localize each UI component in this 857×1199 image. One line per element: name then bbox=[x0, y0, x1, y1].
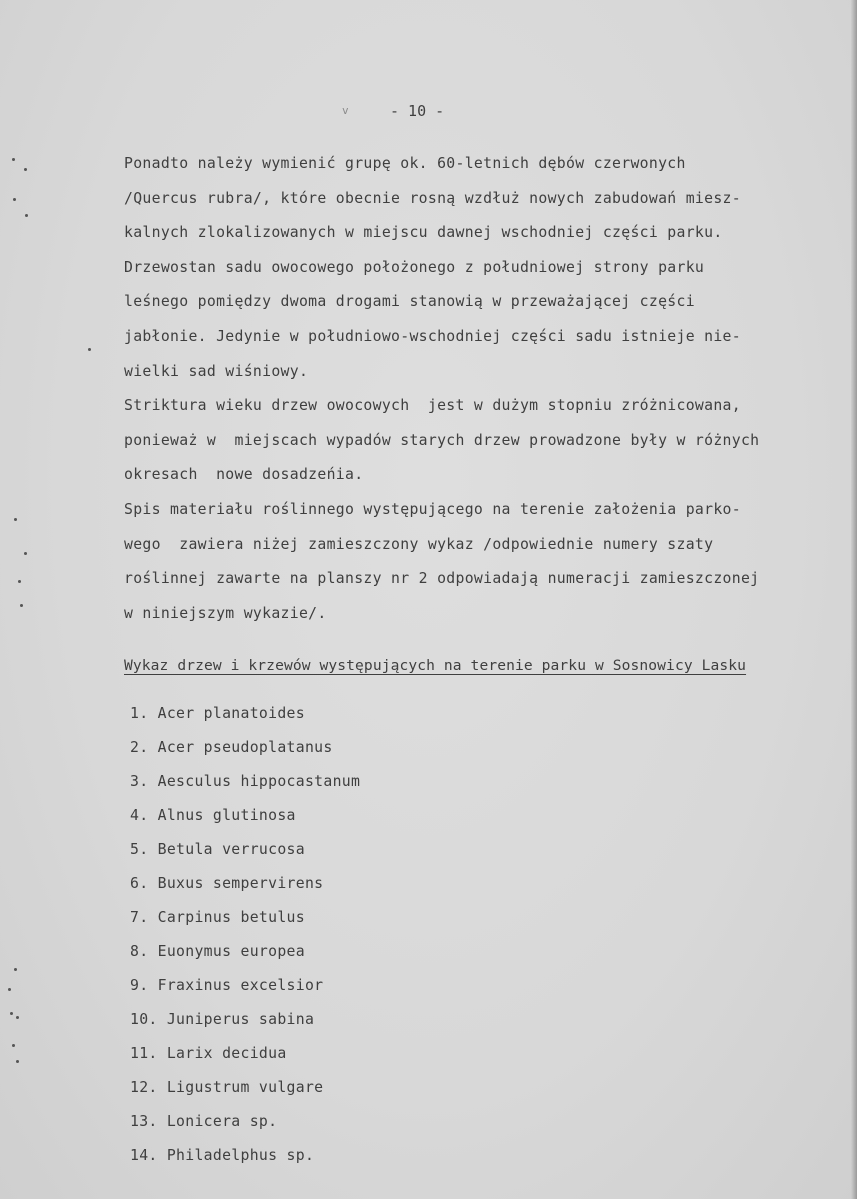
paragraph-line: w niniejszym wykazie/. bbox=[124, 604, 327, 622]
margin-mark: v bbox=[342, 104, 349, 117]
list-item: 12. Ligustrum vulgare bbox=[130, 1079, 324, 1096]
scan-speck bbox=[20, 604, 23, 607]
list-item: 7. Carpinus betulus bbox=[130, 909, 305, 926]
list-item: 2. Acer pseudoplatanus bbox=[130, 739, 333, 756]
scan-speck bbox=[24, 168, 27, 171]
paragraph-line: Drzewostan sadu owocowego położonego z południowej strony parku bbox=[124, 258, 705, 276]
page-edge-shadow bbox=[851, 0, 857, 1199]
paragraph-line: Ponadto należy wymienić grupę ok. 60-letnich dębów czerwonych bbox=[124, 155, 686, 172]
scan-speck bbox=[10, 1012, 13, 1015]
list-item: 5. Betula verrucosa bbox=[130, 841, 305, 858]
scan-speck bbox=[24, 552, 27, 555]
scan-speck bbox=[16, 1060, 19, 1063]
scan-speck bbox=[25, 214, 28, 217]
list-item: 6. Buxus sempervirens bbox=[130, 875, 324, 892]
scan-speck bbox=[14, 968, 17, 971]
paragraph-line: ponieważ w miejscach wypadów starych drzew prowadzone były w różnych bbox=[124, 431, 760, 449]
list-item: 11. Larix decidua bbox=[130, 1045, 287, 1062]
paragraph-line: Striktura wieku drzew owocowych jest w dużym stopniu zróżnicowana, bbox=[124, 397, 741, 415]
list-item: 1. Acer planatoides bbox=[130, 705, 305, 722]
scan-speck bbox=[88, 348, 91, 351]
list-item: 13. Lonicera sp. bbox=[130, 1113, 278, 1130]
scan-speck bbox=[16, 1016, 19, 1019]
species-list bbox=[130, 700, 360, 1176]
paragraph-line: okresach nowe dosadzeńia. bbox=[124, 466, 364, 484]
paragraph-line: Spis materiału roślinnego występującego na terenie założenia parko- bbox=[124, 500, 741, 518]
scan-speck bbox=[12, 158, 15, 161]
body-paragraph bbox=[124, 150, 844, 634]
paragraph-line: wego zawiera niżej zamieszczony wykaz /odpowiednie numery szaty bbox=[124, 535, 714, 553]
paragraph-line: kalnych zlokalizowanych w miejscu dawnej wschodniej części parku. bbox=[124, 224, 723, 242]
list-item: 14. Philadelphus sp. bbox=[130, 1147, 315, 1164]
scan-speck bbox=[8, 988, 11, 991]
paragraph-line: wielki sad wiśniowy. bbox=[124, 362, 309, 380]
scan-speck bbox=[12, 1044, 15, 1047]
list-item: 3. Aesculus hippocastanum bbox=[130, 773, 361, 790]
scan-speck bbox=[14, 518, 17, 521]
paragraph-line: leśnego pomiędzy dwoma drogami stanowią w przeważającej części bbox=[124, 293, 695, 311]
scan-speck bbox=[18, 580, 21, 583]
list-item: 9. Fraxinus excelsior bbox=[130, 977, 324, 994]
list-item: 8. Euonymus europea bbox=[130, 943, 305, 960]
list-item: 10. Juniperus sabina bbox=[130, 1011, 315, 1028]
paragraph-line: jabłonie. Jedynie w południowo-wschodniej części sadu istnieje nie- bbox=[124, 327, 741, 345]
scan-speck bbox=[13, 198, 16, 201]
page-number: - 10 - bbox=[390, 102, 445, 120]
paragraph-line: roślinnej zawarte na planszy nr 2 odpowiadają numeracji zamieszczonej bbox=[124, 570, 760, 588]
list-heading: Wykaz drzew i krzewów występujących na terenie parku w Sosnowicy Lasku bbox=[124, 657, 747, 674]
paragraph-line: /Quercus rubra/, które obecnie rosną wzdłuż nowych zabudowań miesz- bbox=[124, 189, 741, 207]
list-item: 4. Alnus glutinosa bbox=[130, 807, 296, 824]
